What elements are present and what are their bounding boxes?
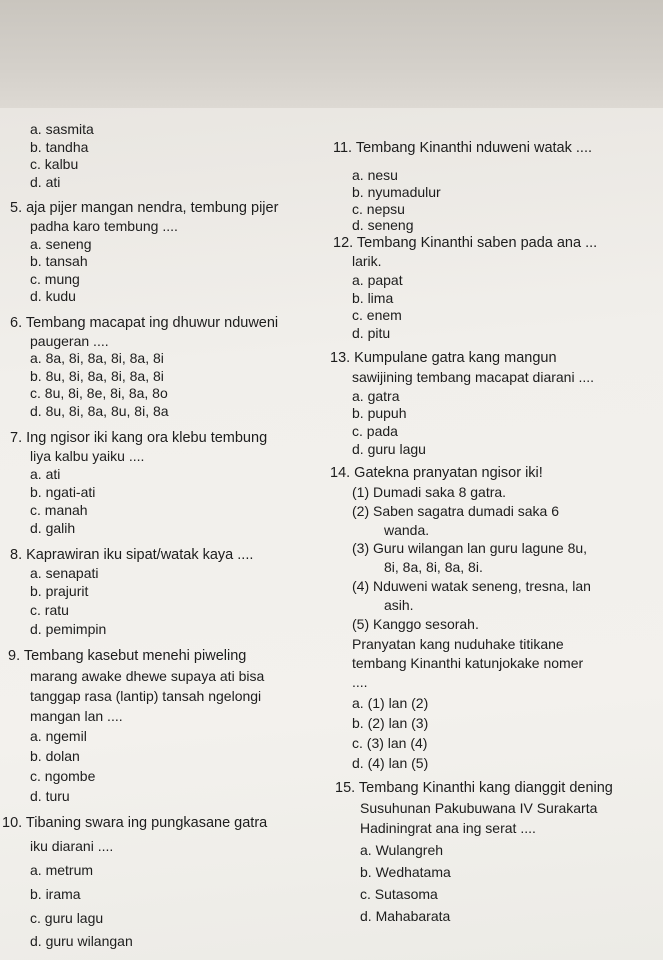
left-line-26: c. ratu — [30, 602, 69, 618]
left-line-22: d. galih — [30, 520, 76, 536]
left-line-10: d. kudu — [30, 288, 76, 304]
right-line-36: Hadiningrat ana ing serat .... — [360, 820, 536, 836]
left-line-20: b. ngati-ati — [30, 484, 96, 500]
left-line-24: a. senapati — [30, 565, 99, 581]
left-line-29: marang awake dhewe supaya ati bisa — [30, 668, 265, 684]
right-line-20: (2) Saben sagatra dumadi saka 6 — [352, 503, 560, 519]
left-line-18: liya kalbu yaiku .... — [30, 448, 145, 464]
right-line-8: a. papat — [352, 272, 403, 288]
left-line-27: d. pemimpin — [30, 621, 107, 637]
left-line-33: b. dolan — [30, 748, 80, 764]
right-line-31: b. (2) lan (3) — [352, 715, 429, 731]
right-line-18: 14. Gatekna pranyatan ngisor iki! — [330, 465, 543, 481]
right-line-19: (1) Dumadi saka 8 gatra. — [352, 484, 507, 500]
left-line-1: a. sasmita — [30, 121, 94, 137]
right-line-10: c. enem — [352, 307, 402, 323]
left-line-13: a. 8a, 8i, 8a, 8i, 8a, 8i — [30, 350, 164, 366]
left-line-4: d. ati — [30, 174, 61, 190]
left-line-12: paugeran .... — [30, 333, 109, 349]
right-line-27: Pranyatan kang nuduhake titikane — [352, 636, 564, 652]
right-line-7: larik. — [352, 253, 382, 269]
left-line-31: mangan lan .... — [30, 708, 123, 724]
left-line-7: a. seneng — [30, 236, 92, 252]
right-line-26: (5) Kanggo sesorah. — [352, 616, 479, 632]
left-line-11: 6. Tembang macapat ing dhuwur nduweni — [10, 315, 279, 331]
left-line-9: c. mung — [30, 271, 80, 287]
right-line-2: a. nesu — [352, 167, 398, 183]
exam-paper-sheet — [0, 108, 663, 960]
left-line-16: d. 8u, 8i, 8a, 8u, 8i, 8a — [30, 403, 169, 419]
left-line-3: c. kalbu — [30, 156, 79, 172]
left-line-39: b. irama — [30, 886, 81, 902]
left-line-21: c. manah — [30, 502, 88, 518]
left-line-41: d. guru wilangan — [30, 933, 133, 949]
right-line-40: d. Mahabarata — [360, 908, 451, 924]
right-line-12: 13. Kumpulane gatra kang mangun — [330, 350, 557, 366]
left-line-17: 7. Ing ngisor iki kang ora klebu tembung — [10, 430, 268, 446]
right-line-32: c. (3) lan (4) — [352, 735, 428, 751]
left-line-19: a. ati — [30, 466, 61, 482]
left-line-6: padha karo tembung .... — [30, 218, 178, 234]
right-line-30: a. (1) lan (2) — [352, 695, 429, 711]
right-line-37: a. Wulangreh — [360, 842, 444, 858]
left-line-32: a. ngemil — [30, 728, 87, 744]
right-line-28: tembang Kinanthi katunjokake nomer — [352, 655, 584, 671]
right-line-22: (3) Guru wilangan lan guru lagune 8u, — [352, 540, 588, 556]
right-line-1: 11. Tembang Kinanthi nduweni watak .... — [333, 140, 593, 156]
right-line-21: wanda. — [384, 522, 430, 538]
left-line-35: d. turu — [30, 788, 70, 804]
right-line-16: c. pada — [352, 423, 398, 439]
right-line-35: Susuhunan Pakubuwana IV Surakarta — [360, 800, 598, 816]
left-line-14: b. 8u, 8i, 8a, 8i, 8a, 8i — [30, 368, 164, 384]
left-line-36: 10. Tibaning swara ing pungkasane gatra — [2, 815, 268, 831]
left-line-34: c. ngombe — [30, 768, 96, 784]
left-line-23: 8. Kaprawiran iku sipat/watak kaya .... — [10, 547, 254, 563]
right-line-17: d. guru lagu — [352, 441, 426, 457]
background-above-sheet — [0, 0, 663, 112]
left-line-28: 9. Tembang kasebut menehi piweling — [8, 648, 247, 664]
right-line-9: b. lima — [352, 290, 394, 306]
left-line-25: b. prajurit — [30, 583, 89, 599]
right-line-15: b. pupuh — [352, 405, 407, 421]
left-line-38: a. metrum — [30, 862, 94, 878]
right-line-14: a. gatra — [352, 388, 400, 404]
right-line-4: c. nepsu — [352, 201, 405, 217]
right-line-3: b. nyumadulur — [352, 184, 441, 200]
right-line-25: asih. — [384, 597, 414, 613]
right-line-13: sawijining tembang macapat diarani .... — [352, 369, 595, 385]
right-line-23: 8i, 8a, 8i, 8a, 8i. — [384, 559, 483, 575]
right-line-33: d. (4) lan (5) — [352, 755, 429, 771]
right-line-6: 12. Tembang Kinanthi saben pada ana ... — [333, 235, 598, 251]
left-line-2: b. tandha — [30, 139, 89, 155]
left-line-37: iku diarani .... — [30, 838, 114, 854]
right-line-5: d. seneng — [352, 217, 414, 233]
left-line-30: tanggap rasa (lantip) tansah ngelongi — [30, 688, 262, 704]
right-line-39: c. Sutasoma — [360, 886, 438, 902]
right-line-24: (4) Nduweni watak seneng, tresna, lan — [352, 578, 591, 594]
left-line-15: c. 8u, 8i, 8e, 8i, 8a, 8o — [30, 385, 168, 401]
right-line-29: .... — [352, 674, 368, 690]
left-line-8: b. tansah — [30, 253, 88, 269]
right-line-11: d. pitu — [352, 325, 391, 341]
left-line-5: 5. aja pijer mangan nendra, tembung pijer — [10, 200, 279, 216]
left-line-40: c. guru lagu — [30, 910, 104, 926]
right-line-38: b. Wedhatama — [360, 864, 451, 880]
right-line-34: 15. Tembang Kinanthi kang dianggit dening — [335, 780, 613, 796]
